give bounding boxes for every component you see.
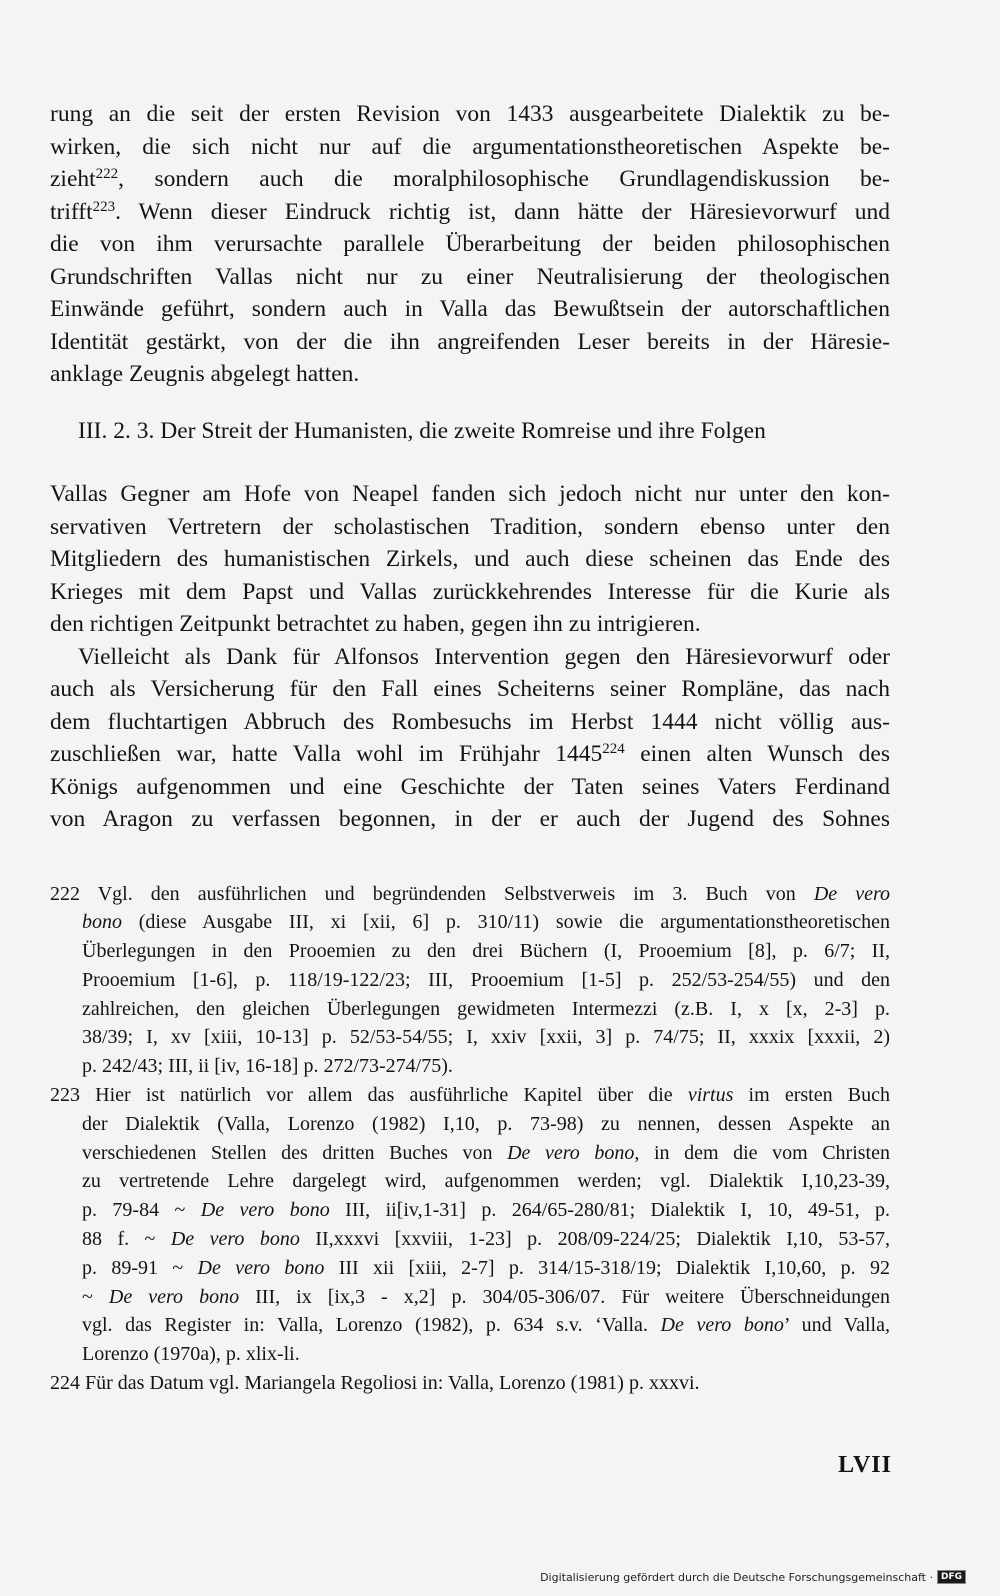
text-line: Identität gestärkt, von der die ihn angreifenden Leser bereits in der Häresie- [50,328,890,355]
footnote-222 [50,880,890,1082]
footnote-line: verschiedenen Stellen des dritten Buches von De vero bono, in dem die vom Christen [82,1141,890,1164]
text-line: zieht$^{222}$, sondern auch die moralphilosophische Grundlagendiskussion be- [50,166,890,192]
footnote-line: zu vertretende Lehre dargelegt wird, aufgenommen werden; vgl. Dialektik I,10,23-39, [82,1170,890,1193]
text-line: von Aragon zu verfassen begonnen, in der er auch der Jugend des Sohnes [50,806,890,832]
footnote-224 [50,1369,890,1398]
footnote-line: der Dialektik (Valla, Lorenzo (1982) I,10, p. 73-98) zu nennen, dessen Aspekte an [82,1112,890,1135]
footnote-line: Prooemium [1-6], p. 118/19-122/23; III, Prooemium [1-5] p. 252/53-254/55) und den [82,968,890,991]
footnote-line: Überlegungen in den Prooemien zu den drei Büchern (I, Prooemium [8], p. 6/7; II, [82,940,890,963]
section-heading: III. 2. 3. Der Streit der Humanisten, die zweite Romreise und ihre Folgen [78,417,766,444]
text-line: Krieges mit dem Papst und Vallas zurückkehrendes Interesse für die Kurie als [50,578,890,605]
digitization-text: Digitalisierung gefördert durch die Deutsche Forschungsgemeinschaft · [540,1570,933,1584]
main-text [50,98,890,836]
text-line: rung an die seit der ersten Revision von 1433 ausgearbeitete Dialektik zu be- [50,101,890,127]
text-line: die von ihm verursachte parallele Überarbeitung der beiden philosophischen [50,231,890,257]
footnote-ref-223[interactable]: 223 [92,198,116,215]
text-line: wirken, die sich nicht nur auf die argumentationstheoretischen Aspekte be- [50,133,890,160]
footnote-line: 224 Für das Datum vgl. Mariangela Regoliosi in: Valla, Lorenzo (1981) p. xxxvi. [50,1372,700,1395]
text-line: anklage Zeugnis abgelegt hatten. [50,361,360,387]
footnote-line: 222 Vgl. den ausführlichen und begründenden Selbstverweis im 3. Buch von De vero [50,882,890,905]
footnote-line: 38/39; I, xv [xiii, 10-13] p. 52/53-54/55; I, xxiv [xxii, 3] p. 74/75; II, xxxix [xxxii, 2) [82,1026,890,1049]
footnote-line: p. 89-91 ~ De vero bono III xii [xiii, 2-7] p. 314/15-318/19; Dialektik I,10,60, p. 92 [82,1256,890,1279]
page-content [50,98,890,1398]
text-line: zuschließen war, hatte Valla wohl im Frühjahr 1445$^{224}$ einen alten Wunsch des [50,741,890,767]
digitization-footer [540,1570,966,1584]
footnote-223 [50,1081,890,1369]
paragraph-3 [50,641,890,836]
footnote-line: bono (diese Ausgabe III, xi [xii, 6] p. 310/11) sowie die argumentationstheoretischen [82,911,890,934]
text-line: dem fluchtartigen Abbruch des Rombesuchs im Herbst 1444 nicht völlig aus- [50,708,890,735]
footnote-line: zahlreichen, den gleichen Überlegungen gewidmeten Intermezzi (z.B. I, x [x, 2-3] p. [82,997,890,1020]
dfg-logo-icon: DFG [937,1570,966,1584]
text-line: auch als Versicherung für den Fall eines Scheiterns seiner Rompläne, das nach [50,676,890,702]
text-line: servativen Vertretern der scholastischen Tradition, sondern ebenso unter den [50,513,890,540]
footnote-ref-222[interactable]: 222 [95,166,119,182]
footnote-ref-224[interactable]: 224 [602,741,625,757]
page-number: LVII [838,1452,892,1478]
footnote-line: p. 79-84 ~ De vero bono III, ii[iv,1-31] p. 264/65-280/81; Dialektik I, 10, 49-51, p. [82,1199,890,1222]
footnote-line: p. 242/43; III, ii [iv, 16-18] p. 272/73-274/75). [82,1055,453,1078]
paragraph-2 [50,478,890,641]
text-line: Königs aufgenommen und eine Geschichte der Taten seines Vaters Ferdinand [50,773,890,800]
text-line: den richtigen Zeitpunkt betrachtet zu haben, gegen ihn zu intrigieren. [50,611,701,637]
footnote-line: 88 f. ~ De vero bono II,xxxvi [xxviii, 1-23] p. 208/09-224/25; Dialektik I,10, 53-57, [82,1228,890,1251]
text-line: Vielleicht als Dank für Alfonsos Intervention gegen den Häresievorwurf oder [78,643,890,670]
footnote-line: ~ De vero bono III, ix [ix,3 - x,2] p. 304/05-306/07. Für weitere Überschneidungen [82,1285,890,1308]
footnotes [50,880,890,1398]
text-line: Einwände geführt, sondern auch in Valla das Bewußtsein der autorschaftlichen [50,296,890,322]
text-line: trifft$^{223}$. Wenn dieser Eindruck richtig ist, dann hätte der Häresievorwurf und [50,198,890,225]
footnote-line: vgl. das Register in: Valla, Lorenzo (1982), p. 634 s.v. ‘Valla. De vero bono’ und Valla, [82,1314,890,1337]
text-line: Grundschriften Vallas nicht nur zu einer Neutralisierung der theologischen [50,263,890,290]
footnote-line: Lorenzo (1970a), p. xlix-li. [82,1343,300,1366]
paragraph-1 [50,98,890,391]
footnote-line: 223 Hier ist natürlich vor allem das ausführliche Kapitel über die virtus im ersten Buch [50,1084,890,1107]
text-line: Mitgliedern des humanistischen Zirkels, und auch diese scheinen das Ende des [50,546,890,572]
text-line: Vallas Gegner am Hofe von Neapel fanden sich jedoch nicht nur unter den kon- [50,481,890,507]
